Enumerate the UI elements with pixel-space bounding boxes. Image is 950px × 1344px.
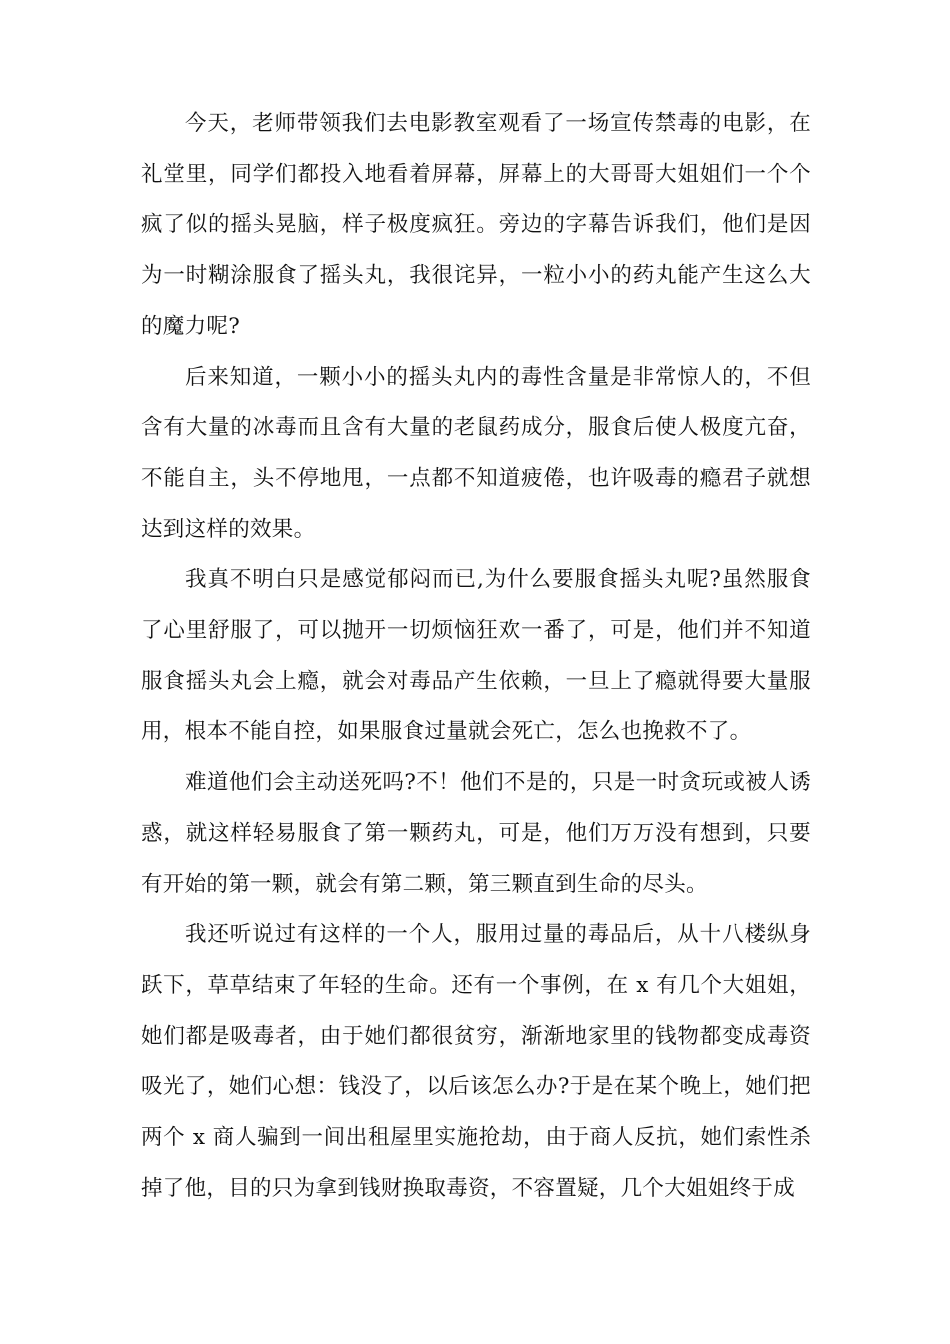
- paragraph-3: 我真不明白只是感觉郁闷而已,为什么要服食摇头丸呢?虽然服食了心里舒服了，可以抛开一切烦恼狂欢一番了，可是，他们并不知道服食摇头丸会上瘾，就会对毒品产生依赖，一旦上了瘾就得要大量服用，根本不能自控，如果服食过量就会死亡，怎么也挽救不了。: [141, 567, 811, 745]
- document-body: [141, 99, 811, 1214]
- paragraph-2: 后来知道，一颗小小的摇头丸内的毒性含量是非常惊人的，不但含有大量的冰毒而且含有大量的老鼠药成分，服食后使人极度亢奋，不能自主，头不停地甩，一点都不知道疲倦，也许吸毒的瘾君子就想达到这样的效果。: [141, 364, 811, 542]
- paragraph-4: 难道他们会主动送死吗?不！他们不是的，只是一时贪玩或被人诱惑，就这样轻易服食了第一颗药丸，可是，他们万万没有想到，只要有开始的第一颗，就会有第二颗，第三颗直到生命的尽头。: [141, 770, 811, 897]
- paragraph-1: 今天，老师带领我们去电影教室观看了一场宣传禁毒的电影，在礼堂里，同学们都投入地看着屏幕，屏幕上的大哥哥大姐姐们一个个疯了似的摇头晃脑，样子极度疯狂。旁边的字幕告诉我们，他们是因为一时糊涂服食了摇头丸，我很诧异，一粒小小的药丸能产生这么大的魔力呢?: [141, 111, 811, 339]
- paragraph-5: 我还听说过有这样的一个人，服用过量的毒品后，从十八楼纵身跃下，草草结束了年轻的生命。还有一个事例，在 x 有几个大姐姐，她们都是吸毒者，由于她们都很贫穷，渐渐地家里的钱物都变成毒资吸光了，她们心想：钱没了，以后该怎么办?于是在某个晚上，她们把两个 x 商人骗到一间出租屋里实施抢劫，由于商人反抗，她们索性杀掉了他，目的只为拿到钱财换取毒资，不容置疑，几个大姐姐终于成: [141, 922, 811, 1201]
